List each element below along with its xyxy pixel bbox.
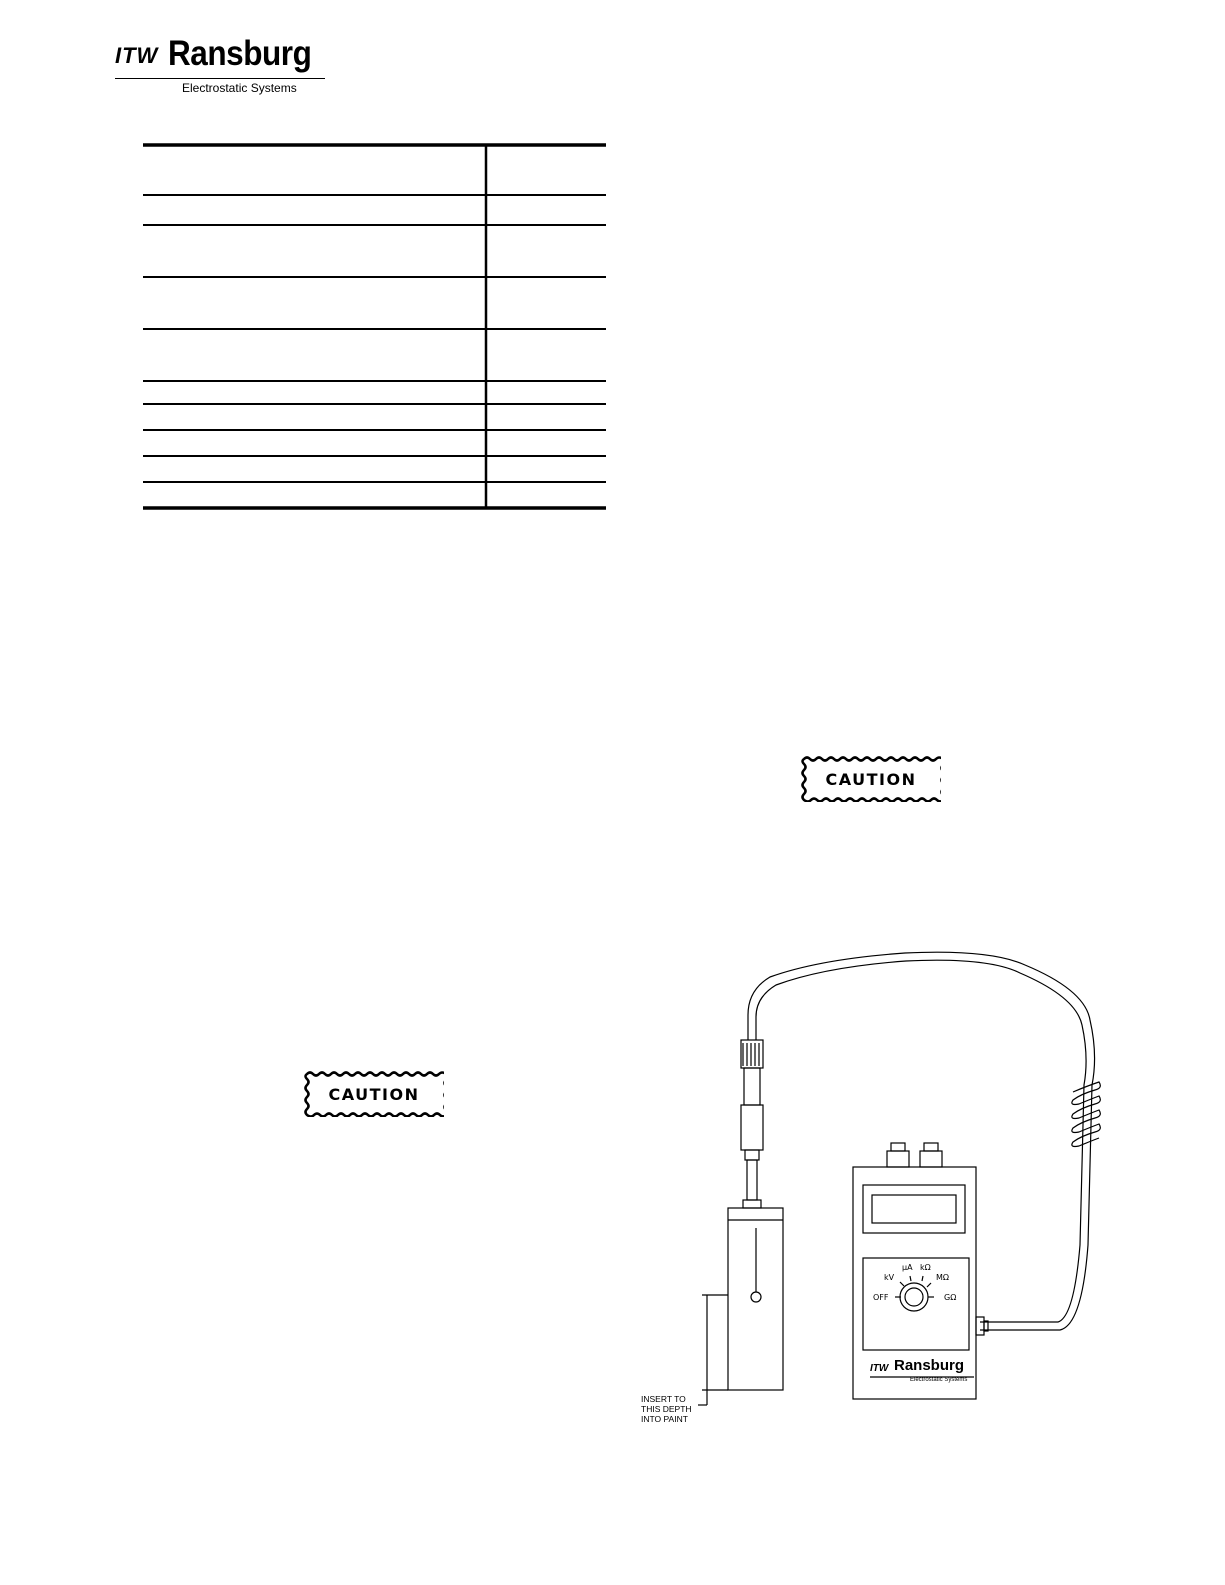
caution-badge bbox=[304, 1071, 444, 1117]
caution-label: CAUTION bbox=[328, 1084, 420, 1104]
caution-label: CAUTION bbox=[825, 769, 917, 789]
meter-logo-brand-name: Ransburg bbox=[894, 1357, 965, 1374]
probe-meter-figure bbox=[630, 945, 1120, 1435]
logo-brand-name: Ransburg bbox=[168, 34, 312, 73]
probe-meter-drawing bbox=[630, 945, 1120, 1435]
dial-label-kv: kV bbox=[884, 1273, 895, 1282]
insert-depth-label: INSERT TO THIS DEPTH INTO PAINT bbox=[641, 1394, 692, 1424]
meter-logo-tagline: Electrostatic Systems bbox=[910, 1377, 968, 1383]
logo-tagline: Electrostatic Systems bbox=[182, 81, 297, 95]
dial-label-mohm: MΩ bbox=[936, 1273, 950, 1282]
logo-rule bbox=[115, 78, 325, 79]
dial-label-off: OFF bbox=[873, 1293, 889, 1302]
dial-label-gohm: GΩ bbox=[944, 1293, 957, 1302]
logo-brand-prefix: ITW bbox=[115, 43, 159, 68]
meter-logo-brand-prefix: ITW bbox=[870, 1363, 889, 1374]
spec-table bbox=[143, 143, 606, 511]
dial-label-ua: µA bbox=[902, 1263, 913, 1272]
caution-badge bbox=[801, 756, 941, 802]
dial-label-kohm: kΩ bbox=[920, 1263, 931, 1272]
company-logo bbox=[115, 34, 327, 98]
